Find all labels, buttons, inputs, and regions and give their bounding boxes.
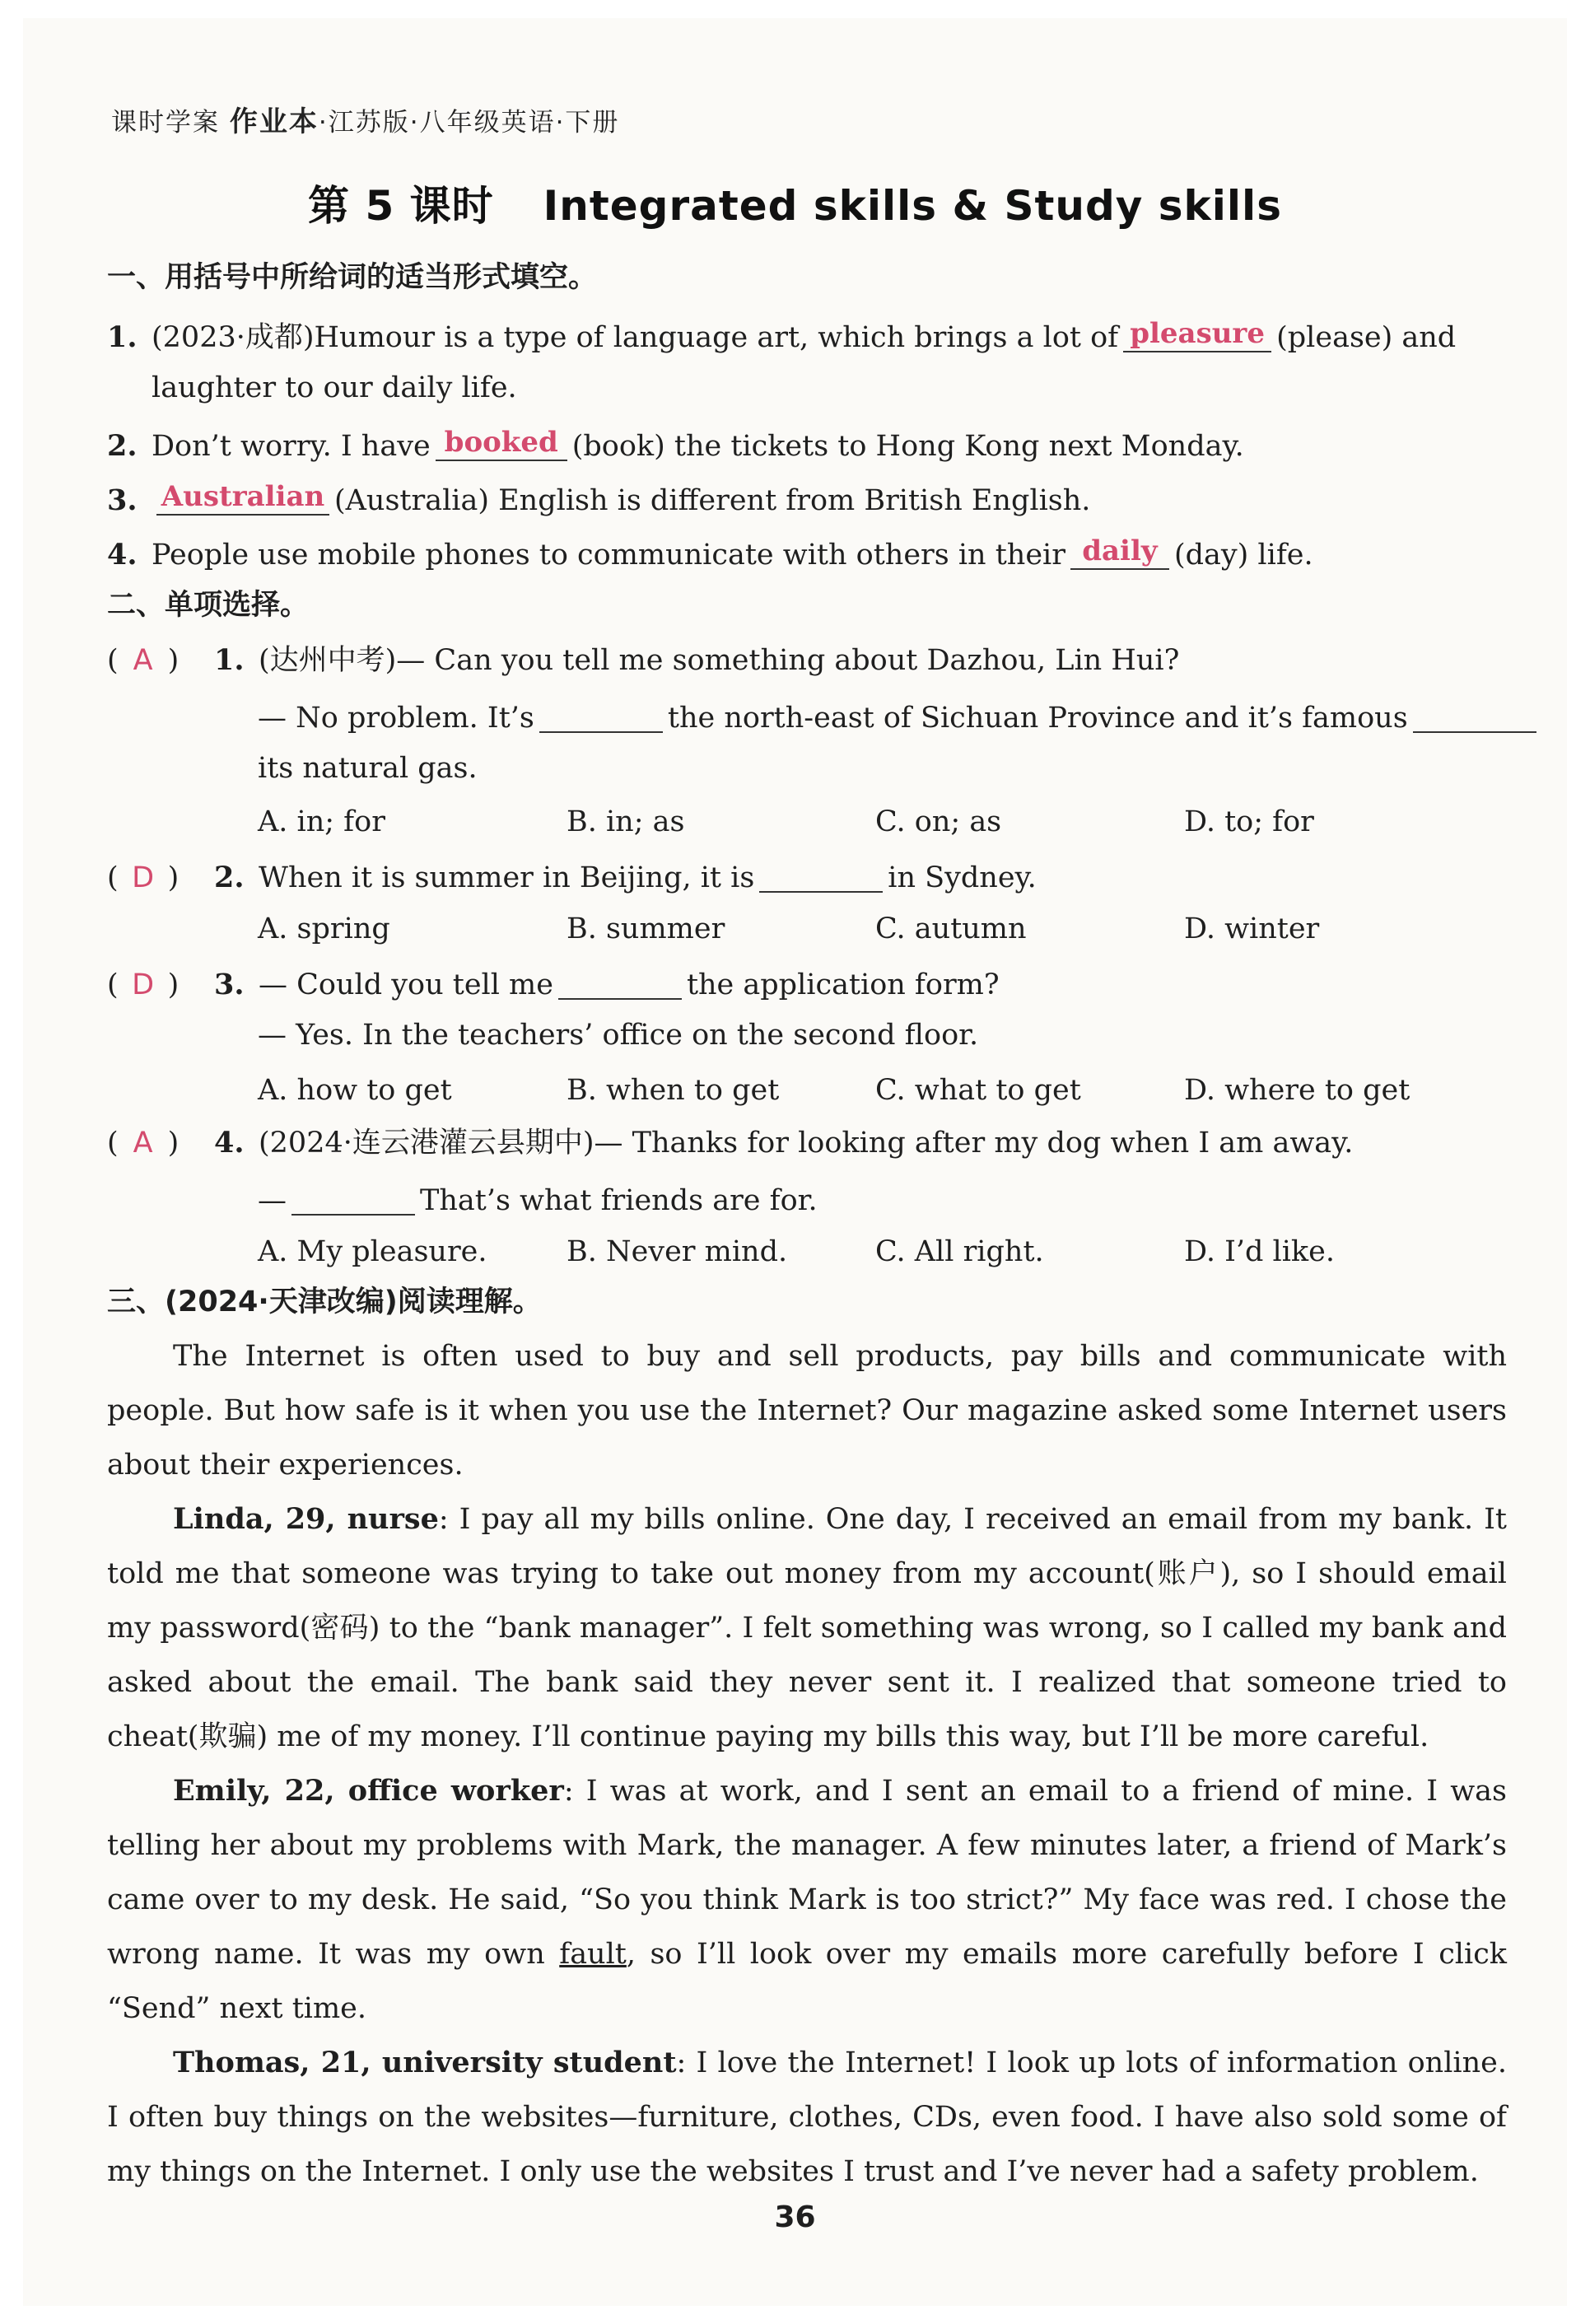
answer-letter: D — [132, 968, 155, 1001]
s2-question-1-line2: — No problem. It’s the north-east of Sichuan Province and it’s famous — [258, 700, 1541, 733]
answer-blank: Australian — [156, 483, 329, 516]
s1-item-4: 4. People use mobile phones to communicate with others in their daily (day) life. — [107, 534, 1313, 572]
section1-heading: 一、用括号中所给词的适当形式填空。 — [107, 261, 598, 294]
section3-heading: 三、(2024·天津改编)阅读理解。 — [107, 1286, 542, 1318]
s1-item-3: 3. Australian (Australia) English is different from British English. — [107, 480, 1091, 517]
option-c: C. what to get — [875, 1074, 1081, 1107]
s2-question-4: ( A ) 4. (2024·连云港灌云县期中)— Thanks for looking after my dog when I am away. — [107, 1126, 1354, 1160]
s1-item-1: 1. (2023·成都)Humour is a type of language art, which brings a lot of pleasure (please) and — [107, 317, 1457, 354]
underlined-word: fault — [559, 1938, 627, 1971]
answer-letter: A — [133, 1127, 153, 1160]
option-c: C. on; as — [875, 805, 1002, 838]
option-a: A. how to get — [258, 1074, 452, 1107]
header-brand: 课时学案 — [111, 108, 220, 138]
option-d: D. to; for — [1184, 805, 1314, 838]
option-b: B. when to get — [567, 1074, 780, 1107]
option-b: B. in; as — [567, 805, 685, 838]
s2-question-3-line2: — Yes. In the teachers’ office on the second floor. — [258, 1019, 979, 1052]
answer-blank: daily — [1070, 537, 1169, 570]
question-blank — [558, 967, 682, 1000]
reading-thomas: Thomas, 21, university student: I love the Internet! I look up lots of information online. I often buy things on the websites—furniture, clothes, CDs, even food. I have also sold some of my things on the Internet. I only use the websites I trust and I’ve never had a safety problem. — [107, 2046, 1507, 2188]
reading-intro: The Internet is often used to buy and sell products, pay bills and communicate with people. But how safe is it when you use the Internet? Our magazine asked some Internet users about their experiences. — [107, 1340, 1507, 1482]
reading-linda: Linda, 29, nurse: I pay all my bills online. One day, I received an email from my bank. It told me that someone was trying to take out money from my account(账户), so I should email my password(密码) to the “bank manager”. I felt something was wrong, so I called my bank and asked about the email. The bank said they never sent it. I realized that someone tried to cheat(欺骗) me of my money. I’ll continue paying my bills this way, but I’ll be more careful. — [107, 1502, 1507, 1753]
page-number: 36 — [774, 2200, 816, 2234]
option-c: C. autumn — [875, 912, 1027, 945]
header-book: 作业本 — [229, 105, 319, 138]
s2-question-2: ( D ) 2. When it is summer in Beijing, it is in Sydney. — [107, 861, 1037, 894]
option-b: B. summer — [567, 912, 725, 945]
section2-heading: 二、单项选择。 — [107, 589, 310, 622]
lesson-title — [0, 173, 1590, 232]
s2-question-3: ( D ) 3. — Could you tell me the application form? — [107, 968, 1000, 1001]
s2-question-1: ( A ) 1. (达州中考)— Can you tell me something about Dazhou, Lin Hui? — [107, 643, 1180, 677]
question-blank — [291, 1183, 415, 1216]
question-blank — [759, 860, 883, 893]
person-name: Linda, 29, nurse — [173, 1502, 439, 1536]
option-b: B. Never mind. — [567, 1235, 788, 1268]
option-d: D. where to get — [1184, 1074, 1410, 1107]
option-a: A. in; for — [258, 805, 385, 838]
answer-blank: booked — [436, 428, 567, 461]
question-blank — [539, 700, 663, 733]
option-d: D. winter — [1184, 912, 1320, 945]
option-a: A. spring — [258, 912, 390, 945]
reading-emily: Emily, 22, office worker: I was at work, and I sent an email to a friend of mine. I was telling her about my problems with Mark, the manager. A few minutes later, a friend of Mark’s came over to my desk. He said, “So you think Mark is too strict?” My face was red. I chose the wrong name. It was my own fault, so I’ll look over my emails more carefully before I click “Send” next time. — [107, 1774, 1507, 2025]
running-header — [111, 99, 619, 139]
answer-blank: pleasure — [1123, 320, 1271, 352]
s2-question-4-line2: — That’s what friends are for. — [258, 1184, 818, 1217]
option-c: C. All right. — [875, 1235, 1044, 1268]
s1-item-1-cont: laughter to our daily life. — [152, 371, 517, 404]
option-a: A. My pleasure. — [258, 1235, 487, 1268]
s1-item-2: 2. Don’t worry. I have booked (book) the tickets to Hong Kong next Monday. — [107, 426, 1244, 463]
answer-letter: D — [132, 861, 155, 894]
answer-letter: A — [133, 644, 153, 677]
person-name: Thomas, 21, university student — [173, 2046, 677, 2079]
question-blank — [1413, 700, 1536, 733]
lesson-number: 第 5 课时 — [308, 182, 494, 230]
header-rest: ·江苏版·八年级英语·下册 — [318, 108, 620, 138]
lesson-topic: Integrated skills & Study skills — [543, 182, 1282, 230]
person-name: Emily, 22, office worker — [173, 1774, 564, 1808]
s2-question-1-line3: its natural gas. — [258, 752, 478, 785]
option-d: D. I’d like. — [1184, 1235, 1335, 1268]
